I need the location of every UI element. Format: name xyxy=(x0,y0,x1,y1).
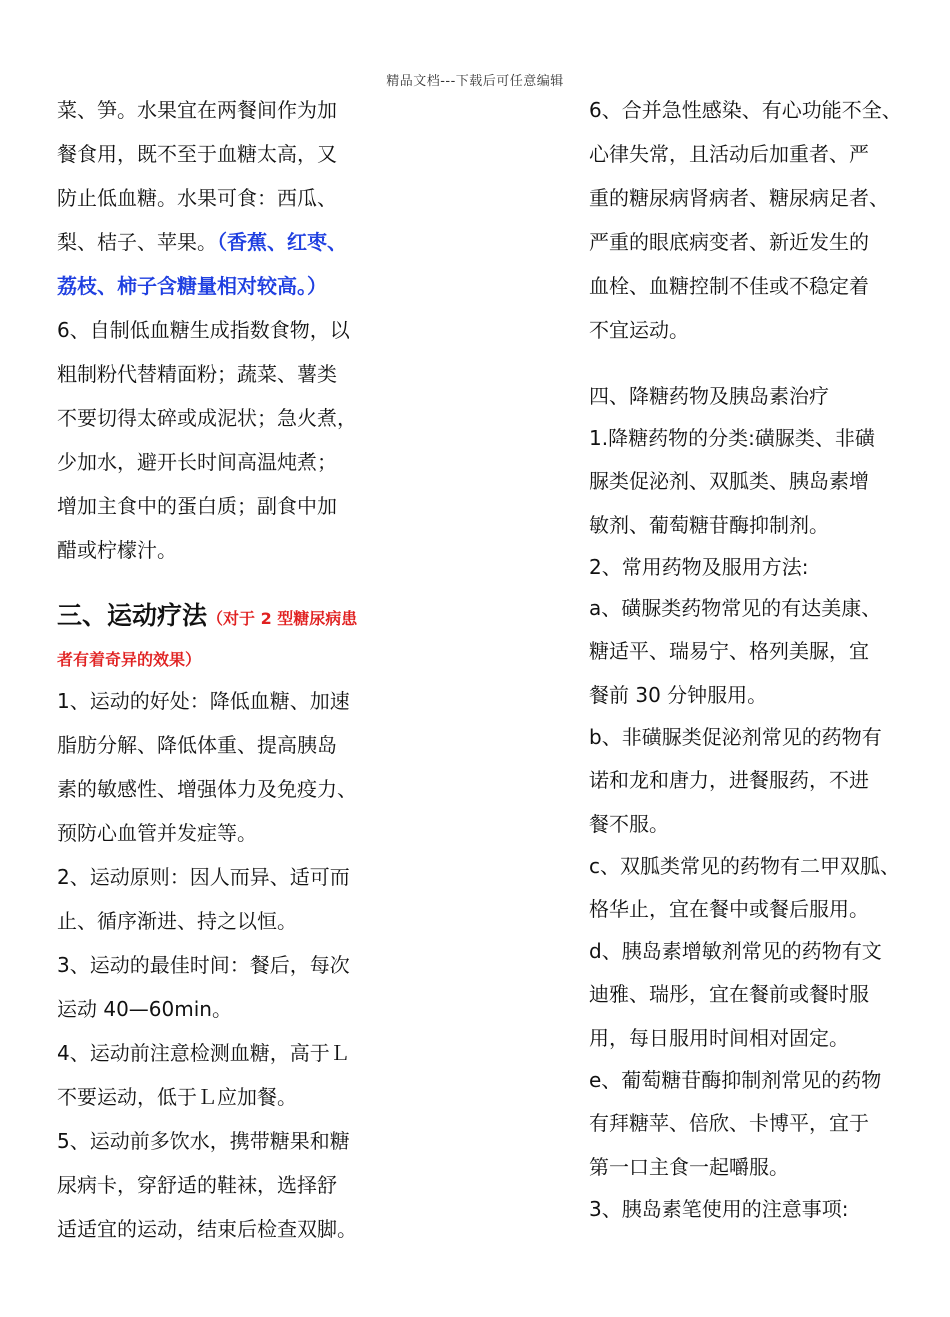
text-line: 敏剂、葡萄糖苷酶抑制剂。 xyxy=(589,513,829,537)
text-line: 血栓、血糖控制不佳或不稳定着 xyxy=(589,274,869,298)
section-4-title: 四、降糖药物及胰岛素治疗 xyxy=(589,384,829,408)
text-line: 用，每日服用时间相对固定。 xyxy=(589,1026,849,1050)
text-line: 迪雅、瑞彤，宜在餐前或餐时服 xyxy=(589,982,869,1006)
text-line: 脂肪分解、降低体重、提高胰岛 xyxy=(57,733,337,757)
text-line: 餐食用，既不至于血糖太高，又 xyxy=(57,142,337,166)
text-line xyxy=(57,220,367,264)
text-line: 6、自制低血糖生成指数食物，以 xyxy=(57,318,350,342)
text-line: 预防心血管并发症等。 xyxy=(57,821,257,845)
text-line: d、胰岛素增敏剂常见的药物有文 xyxy=(589,939,882,963)
text-line: 不要运动，低于Ｌ应加餐。 xyxy=(57,1085,297,1109)
text-line: c、双胍类常见的药物有二甲双胍、 xyxy=(589,854,900,878)
high-sugar-note-cont: 荔枝、柿子含糖量相对较高。） xyxy=(57,274,327,298)
text-line: 运动 40—60min。 xyxy=(57,997,232,1021)
page-header: 精品文档---下载后可任意编辑 xyxy=(386,74,564,89)
text-line: 少加水，避开长时间高温炖煮； xyxy=(57,450,337,474)
text-line: 止、循序渐进、持之以恒。 xyxy=(57,909,297,933)
text-line: 醋或柠檬汁。 xyxy=(57,538,177,562)
text-line: 有拜糖苹、倍欣、卡博平，宜于 xyxy=(589,1111,869,1135)
section-3-note-cont: 者有着奇异的效果） xyxy=(57,650,202,669)
text-line: 适适宜的运动，结束后检查双脚。 xyxy=(57,1217,357,1241)
text-line: 格华止，宜在餐中或餐后服用。 xyxy=(589,897,869,921)
text-line: 3、运动的最佳时间：餐后，每次 xyxy=(57,953,350,977)
text-line: 4、运动前注意检测血糖，高于Ｌ xyxy=(57,1041,350,1065)
text-line: 3、胰岛素笔使用的注意事项: xyxy=(589,1197,849,1221)
text-line: 不宜运动。 xyxy=(589,318,689,342)
text-line: e、葡萄糖苷酶抑制剂常见的药物 xyxy=(589,1068,882,1092)
section-3-note: （对于 2 型糖尿病患 xyxy=(207,609,358,628)
text-line: 1、运动的好处：降低血糖、加速 xyxy=(57,689,350,713)
text-line: 餐不服。 xyxy=(589,812,669,836)
text-line: 增加主食中的蛋白质；副食中加 xyxy=(57,494,337,518)
text-line: 糖适平、瑞易宁、格列美脲，宜 xyxy=(589,639,869,663)
text-line: b、非磺脲类促泌剂常见的药物有 xyxy=(589,725,882,749)
text-line: 素的敏感性、增强体力及免疫力、 xyxy=(57,777,357,801)
text-line: 2、常用药物及服用方法: xyxy=(589,555,809,579)
text-line: 脲类促泌剂、双胍类、胰岛素增 xyxy=(589,469,869,493)
left-column xyxy=(57,88,367,1251)
spacer xyxy=(589,352,909,374)
text-line: 严重的眼底病变者、新近发生的 xyxy=(589,230,869,254)
section-3-title: 三、运动疗法 xyxy=(57,601,208,630)
text-line: 2、运动原则：因人而异、适可而 xyxy=(57,865,350,889)
text-line: 防止低血糖。水果可食：西瓜、 xyxy=(57,186,337,210)
text-line: 重的糖尿病肾病者、糖尿病足者、 xyxy=(589,186,889,210)
text-line: 1.降糖药物的分类:磺脲类、非磺 xyxy=(589,426,875,450)
high-sugar-note: （香蕉、红枣、 xyxy=(217,230,347,254)
text-line: 第一口主食一起嚼服。 xyxy=(589,1155,789,1179)
section-3-heading xyxy=(57,594,367,641)
text-line: 尿病卡，穿舒适的鞋袜，选择舒 xyxy=(57,1173,337,1197)
text-line: 不要切得太碎或成泥状；急火煮， xyxy=(57,406,357,430)
text-line: 6、合并急性感染、有心功能不全、 xyxy=(589,98,902,122)
text-line: 心律失常，且活动后加重者、严 xyxy=(589,142,869,166)
text-line: 诺和龙和唐力，进餐服药，不进 xyxy=(589,768,869,792)
text-line: a、磺脲类药物常见的有达美康、 xyxy=(589,596,882,620)
text-line: 5、运动前多饮水，携带糖果和糖 xyxy=(57,1129,350,1153)
text-line: 餐前 30 分钟服用。 xyxy=(589,683,768,707)
text-line: 菜、笋。水果宜在两餐间作为加 xyxy=(57,98,337,122)
fruit-text: 梨、桔子、苹果。 xyxy=(57,230,217,254)
right-column xyxy=(589,88,909,1230)
text-line: 粗制粉代替精面粉；蔬菜、薯类 xyxy=(57,362,337,386)
